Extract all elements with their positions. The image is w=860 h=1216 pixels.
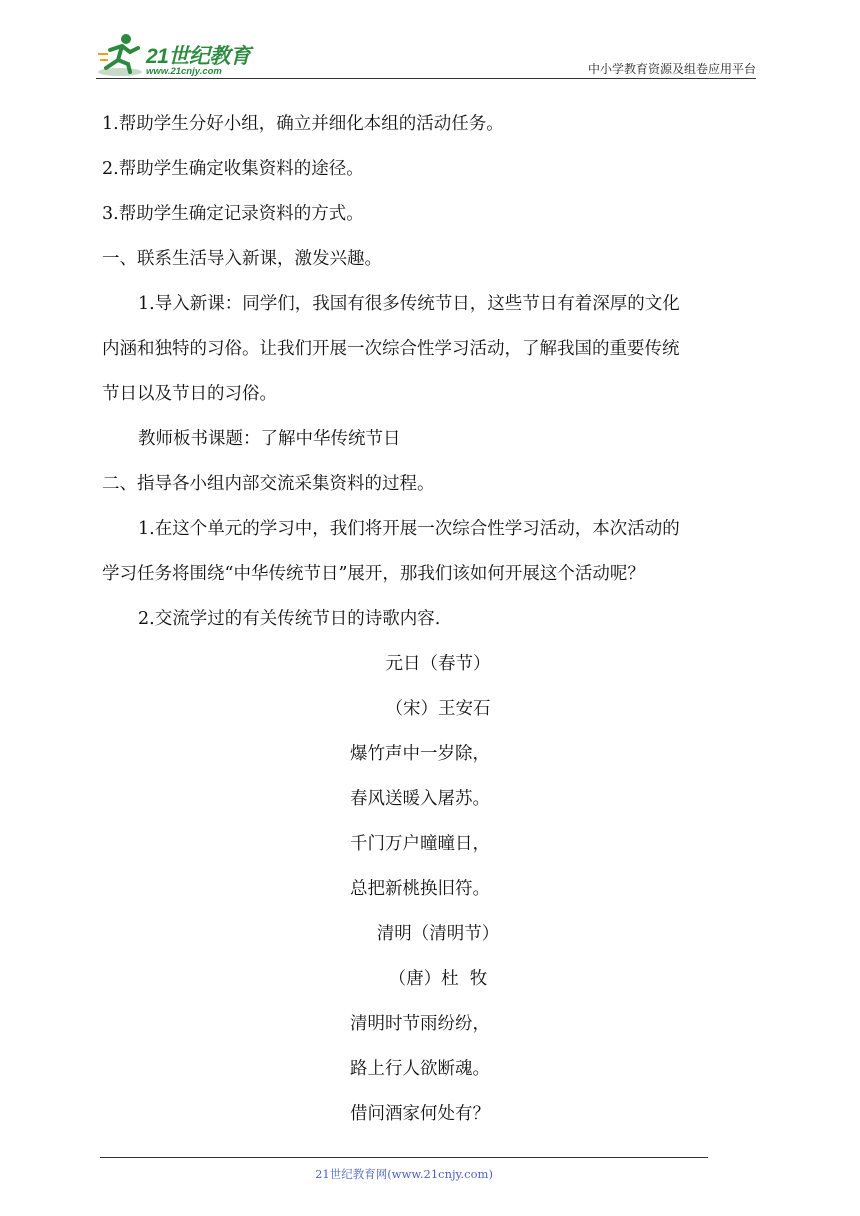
poem-title: 元日（春节） [385,654,491,674]
poem-line: 千门万户曈曈日， [350,834,490,854]
footer-divider [100,1157,708,1158]
poem-author: （唐）杜 牧 [388,969,488,989]
logo-name: 21世纪教育 [146,45,251,68]
paragraph-line: 学习任务将围绕“中华传统节日”展开，那我们该如何开展这个活动呢？ [102,564,645,584]
poem-author: （宋）王安石 [385,699,491,719]
goal-3: 3.帮助学生确定记录资料的方式。 [102,204,364,224]
paragraph-line: 1.导入新课：同学们，我国有很多传统节日，这些节日有着深厚的文化 [138,294,680,314]
poem-line: 路上行人欲断魂。 [350,1059,490,1079]
site-logo[interactable] [96,32,266,78]
platform-name: 中小学教育资源及组卷应用平台 [587,62,756,76]
paragraph-line: 1.在这个单元的学习中，我们将开展一次综合性学习活动，本次活动的 [138,519,680,539]
board-title-line: 教师板书课题：了解中华传统节日 [138,429,401,449]
poem-line: 春风送暖入屠苏。 [350,789,490,809]
paragraph-line: 内涵和独特的习俗。让我们开展一次综合性学习活动，了解我国的重要传统 [102,339,680,359]
poem-title: 清明（清明节） [376,924,500,944]
document-body [102,102,774,1137]
section-heading-1: 一、联系生活导入新课，激发兴趣。 [102,249,382,269]
logo-url: www.21cnjy.com [146,66,222,77]
paragraph-line: 2.交流学过的有关传统节日的诗歌内容. [138,609,441,629]
runner-logo-icon [96,32,146,78]
footer-link[interactable]: 21世纪教育网(www.21cnjy.com) [315,1167,493,1181]
header-divider [96,78,756,79]
paragraph-line: 节日以及节日的习俗。 [102,384,277,404]
goal-1: 1.帮助学生分好小组，确立并细化本组的活动任务。 [102,114,504,134]
goal-2: 2.帮助学生确定收集资料的途径。 [102,159,364,179]
poem-line: 爆竹声中一岁除， [350,744,490,764]
poem-line: 借问酒家何处有？ [350,1104,490,1124]
poem-line: 总把新桃换旧符。 [350,879,490,899]
poem-line: 清明时节雨纷纷， [350,1014,490,1034]
page-header [96,30,756,80]
section-heading-2: 二、指导各小组内部交流采集资料的过程。 [102,474,435,494]
